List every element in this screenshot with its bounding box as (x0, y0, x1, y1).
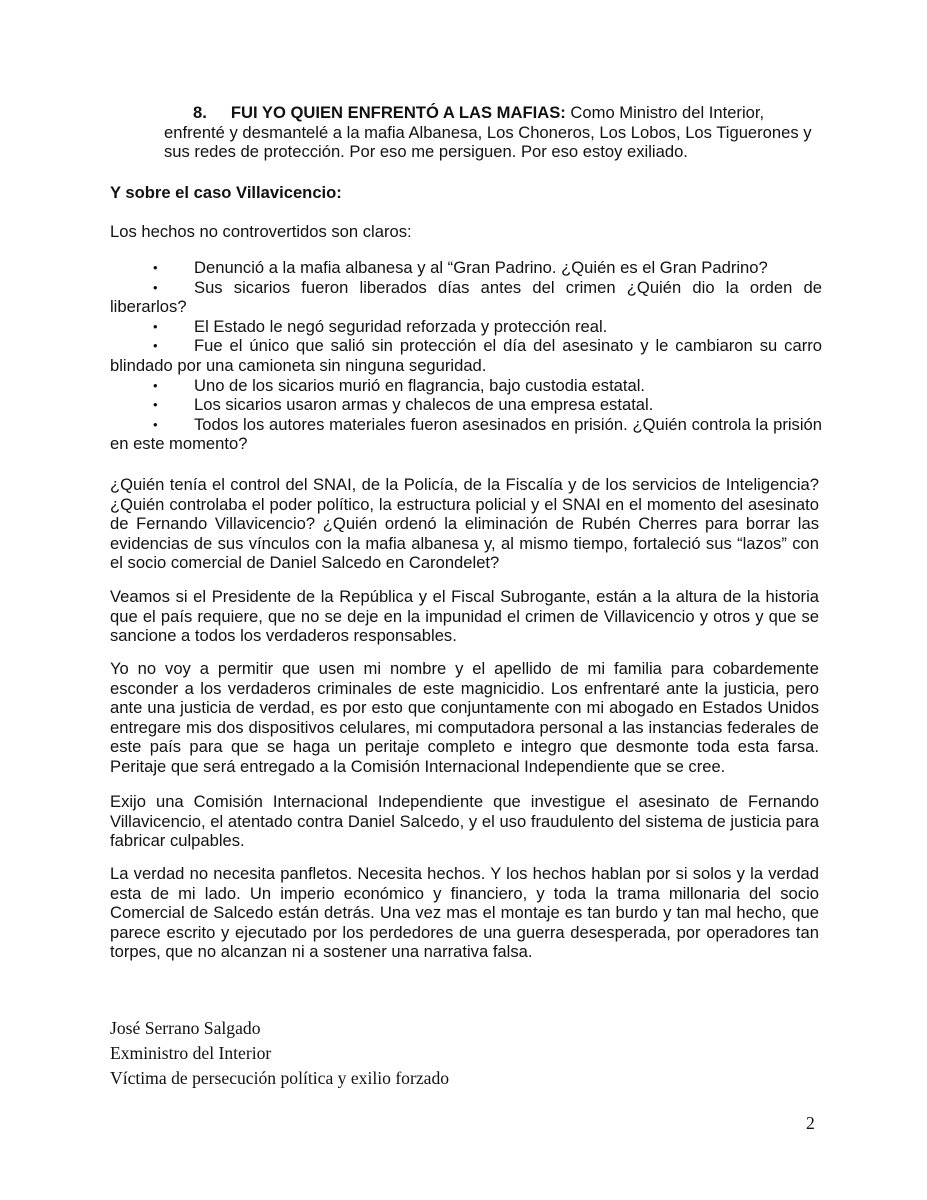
paragraph-commission: Exijo una Comisión Internacional Independiente que investigue el asesinato de Fernando Villavicencio, el atentado contra Daniel Salcedo, y el uso fraudulento del sistema de justicia para fabricar culpables. (110, 792, 819, 851)
signature-subtitle: Víctima de persecución política y exilio forzado (110, 1068, 450, 1088)
page-number: 2 (806, 1113, 815, 1133)
bullet-icon: • (153, 279, 158, 295)
signature-block (110, 1016, 449, 1091)
paragraph-truth: La verdad no necesita panfletos. Necesita hechos. Y los hechos hablan por si solos y la verdad esta de mi lado. Un imperio económico y financiero, y toda la trama millonaria del socio Comercial de Salcedo están detrás. Una vez mas el montaje es tan burdo y tan mal hecho, que parece escrito y ejecutado por los perdedores de una guerra desesperada, por operadores tan torpes, que no alcanzan ni a sostener una narrativa falsa. (110, 864, 819, 962)
signature-title: Exministro del Interior (110, 1043, 272, 1063)
signature-name: José Serrano Salgado (110, 1018, 261, 1038)
item-number: 8. (193, 103, 207, 122)
list-item: • Denunció a la mafia albanesa y al “Gran Padrino. ¿Quién es el Gran Padrino? (153, 258, 768, 277)
item-heading: FUI YO QUIEN ENFRENTÓ A LAS MAFIAS: (230, 103, 566, 122)
paragraph-justice: Yo no voy a permitir que usen mi nombre y el apellido de mi familia para cobardemente esconder a los verdaderos criminales de este magnicidio. Los enfrentaré ante la justicia, pero ante una justicia de verdad, es por esto que conjuntamente con mi abogado en Estados Unidos entregare mis dos dispositivos celulares, mi computadora personal a las instancias federales de este país para que se haga un peritaje completo e integro que desmonte toda esta farsa. Peritaje que será entregado a la Comisión Internacional Independiente que se cree. (110, 659, 819, 776)
bullet-icon: • (153, 397, 158, 413)
list-item: • Fue el único que salió sin protección el día del asesinato y le cambiaron su carro blindado por una camioneta sin ninguna seguridad. (110, 336, 822, 375)
bullet-icon: • (153, 377, 158, 393)
bullet-icon: • (153, 318, 158, 334)
bullet-icon: • (153, 260, 158, 275)
facts-list (110, 258, 822, 454)
paragraph-president: Veamos si el Presidente de la República y el Fiscal Subrogante, están a la altura de la historia que el país requiere, que no se deje en la impunidad el crimen de Villavicencio y otros y que se sancione a todos los verdaderos responsables. (110, 587, 819, 646)
bullet-icon: • (153, 416, 158, 432)
list-item: • Los sicarios usaron armas y chalecos de una empresa estatal. (153, 395, 654, 415)
numbered-item-8 (164, 103, 824, 162)
paragraph-questions: ¿Quién tenía el control del SNAI, de la Policía, de la Fiscalía y de los servicios de Inteligencia? ¿Quién controlaba el poder político, la estructura policial y el SNAI en el momento del asesinato de Fernando Villavicencio? ¿Quién ordenó la eliminación de Rubén Cherres para borrar las evidencias de sus vínculos con la mafia albanesa y, al mismo tiempo, fortaleció sus “lazos” con el socio comercial de Daniel Salcedo en Carondelet? (110, 475, 819, 573)
list-item: • Uno de los sicarios murió en flagrancia, bajo custodia estatal. (153, 375, 646, 395)
bullet-icon: • (153, 338, 158, 354)
facts-intro: Los hechos no controvertidos son claros: (110, 222, 412, 241)
list-item: • El Estado le negó seguridad reforzada y protección real. (153, 316, 608, 336)
section-heading-villavicencio: Y sobre el caso Villavicencio: (110, 183, 342, 202)
list-item: • Todos los autores materiales fueron asesinados en prisión. ¿Quién controla la prisión en este momento? (110, 414, 822, 454)
list-item: • Sus sicarios fueron liberados días antes del crimen ¿Quién dio la orden de liberarlos? (110, 277, 822, 317)
item-text: Como Ministro del Interior, enfrenté y desmantelé a la mafia Albanesa, Los Choneros, Los Lobos, Los Tiguerones y sus redes de protección. Por eso me persiguen. Por eso estoy exiliado. (164, 103, 812, 162)
